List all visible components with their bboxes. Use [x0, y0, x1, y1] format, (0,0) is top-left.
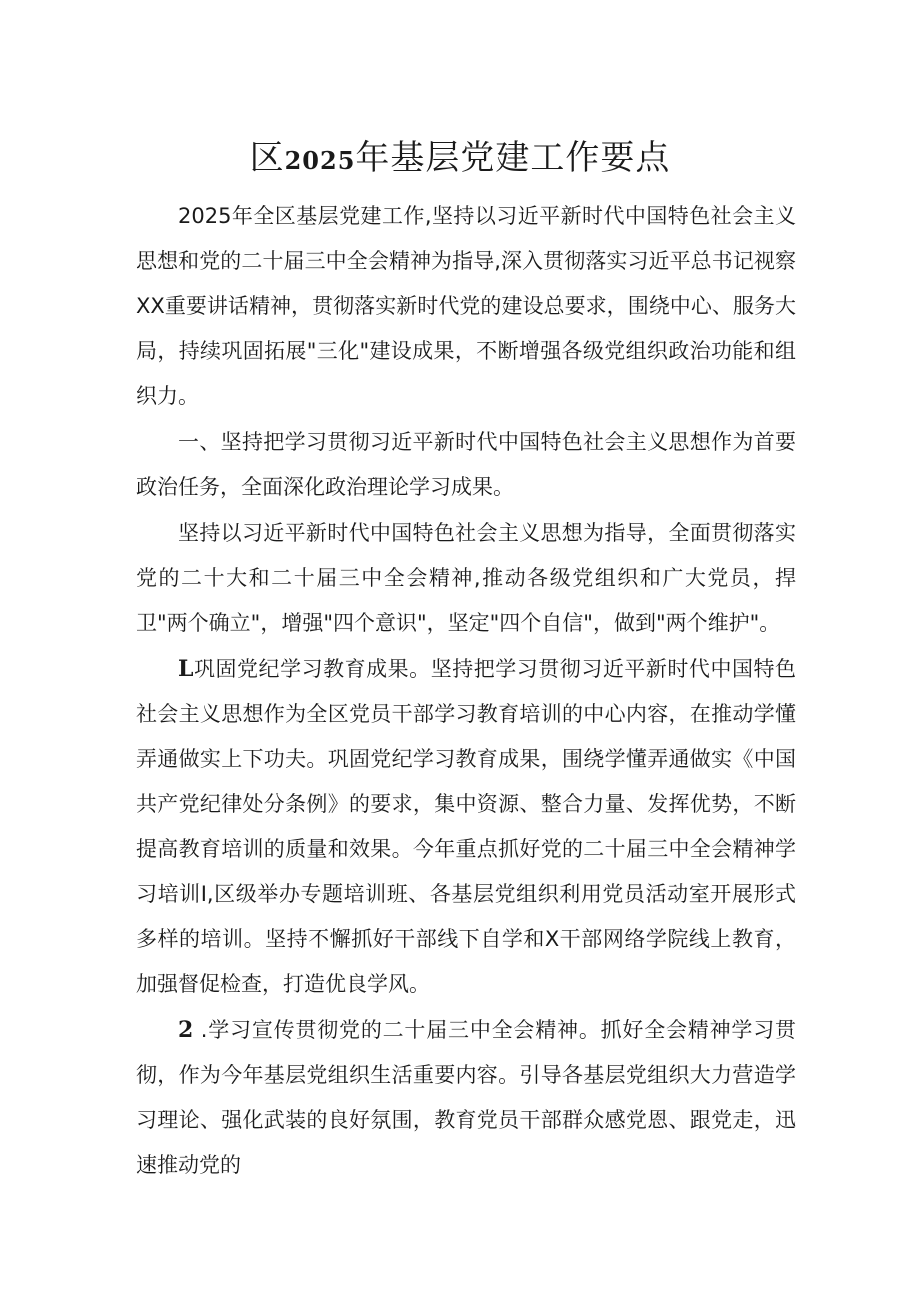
item-1-text: 巩固党纪学习教育成果。坚持把学习贯彻习近平新时代中国特色社会主义思想作为全区党员干部学习教育培训的中心内容，在推动学懂弄通做实上下功夫。巩固党纪学习教育成果，围绕学懂弄通做实《中国共产党纪律处分条例》的要求，集中资源、整合力量、发挥优势，不断提高教育培训的质量和效果。今年重点抓好党的二十届三中全会精神学习培训I,区级举办专题培训班、各基层党组织利用党员活动室开展形式多样的培训。坚持不懈抓好干部线下自学和X干部网络学院线上教育，加强督促检查，打造优良学风。: [136, 657, 796, 996]
item-2-number: 2: [178, 1017, 194, 1043]
section-heading-1: 一、坚持把学习贯彻习近平新时代中国特色社会主义思想作为首要政治任务，全面深化政治理论学习成果。: [136, 430, 796, 499]
section-1-paragraph: 坚持以习近平新时代中国特色社会主义思想为指导，全面贯彻落实党的二十大和二十届三中全会精神,推动各级党组织和广大党员，捍卫"两个确立"，增强"四个意识"，坚定"四个自信"，做到"两个维护"。: [136, 521, 796, 635]
document-title: [0, 133, 920, 186]
item-2-paragraph: [136, 1008, 796, 1188]
title-suffix: 年基层党建工作要点: [355, 138, 671, 178]
item-1-paragraph: [136, 647, 796, 1007]
document-body: [136, 194, 796, 1188]
item-1-number: L: [178, 656, 194, 682]
title-year: 2025: [284, 146, 356, 175]
intro-paragraph: 2025年全区基层党建工作,坚持以习近平新时代中国特色社会主义思想和党的二十届三中全会精神为指导,深入贯彻落实习近平总书记视察XX重要讲话精神，贯彻落实新时代党的建设总要求，围绕中心、服务大局，持续巩固拓展"三化"建设成果，不断增强各级党组织政治功能和组织力。: [136, 204, 796, 408]
item-2-text: .学习宣传贯彻党的二十届三中全会精神。抓好全会精神学习贯彻，作为今年基层党组织生活重要内容。引导各基层党组织大力营造学习理论、强化武装的良好氛围，教育党员干部群众感党恩、跟党走，迅速推动党的: [136, 1018, 796, 1177]
title-prefix: 区: [249, 138, 285, 178]
